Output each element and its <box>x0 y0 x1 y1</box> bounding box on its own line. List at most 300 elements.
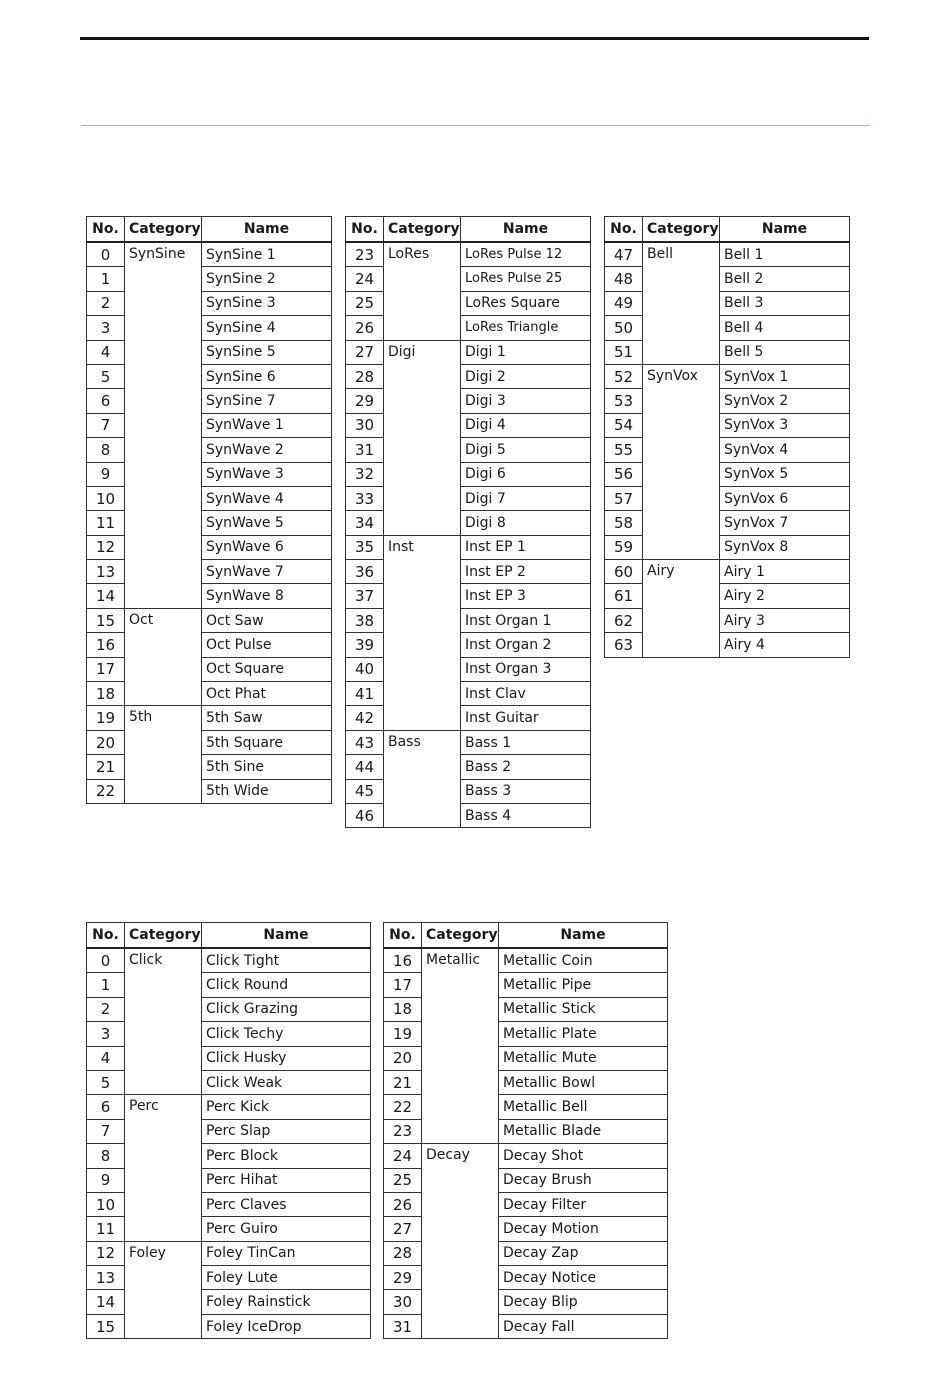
name-cell: SynWave 6 <box>202 535 332 559</box>
row-number: 17 <box>384 973 422 997</box>
table-row <box>87 242 332 267</box>
name-cell: SynSine 1 <box>202 242 332 267</box>
category-cell: Foley <box>125 1241 202 1339</box>
name-cell: LoRes Pulse 25 <box>461 267 591 291</box>
row-number: 29 <box>346 389 384 413</box>
table-row <box>87 1095 371 1119</box>
col-header-category: Category <box>643 217 720 243</box>
row-number: 40 <box>346 657 384 681</box>
name-cell: SynWave 1 <box>202 413 332 437</box>
name-cell: Oct Saw <box>202 608 332 632</box>
table-row <box>87 511 332 535</box>
name-cell: Inst Guitar <box>461 706 591 730</box>
row-number: 12 <box>87 535 125 559</box>
col-header-category: Category <box>125 923 202 949</box>
category-cell: Bass <box>384 730 461 828</box>
row-number: 9 <box>87 462 125 486</box>
table-row <box>346 486 591 510</box>
col-header-no: No. <box>384 923 422 949</box>
row-number: 11 <box>87 1217 125 1241</box>
row-number: 23 <box>384 1119 422 1143</box>
table-row <box>605 242 850 267</box>
row-number: 36 <box>346 560 384 584</box>
name-cell: Click Weak <box>202 1070 371 1094</box>
table-row <box>605 438 850 462</box>
table-row <box>87 462 332 486</box>
row-number: 8 <box>87 1144 125 1168</box>
name-cell: Metallic Plate <box>499 1022 668 1046</box>
name-cell: SynWave 4 <box>202 486 332 510</box>
table-row <box>346 730 591 754</box>
row-number: 6 <box>87 1095 125 1119</box>
row-number: 53 <box>605 389 643 413</box>
row-number: 48 <box>605 267 643 291</box>
category-cell: Airy <box>643 560 720 658</box>
table-row <box>605 413 850 437</box>
name-cell: Inst EP 3 <box>461 584 591 608</box>
row-number: 60 <box>605 560 643 584</box>
table-row <box>384 1144 668 1168</box>
name-cell: Digi 6 <box>461 462 591 486</box>
table-row <box>346 779 591 803</box>
table-row <box>346 803 591 827</box>
row-number: 7 <box>87 1119 125 1143</box>
row-number: 14 <box>87 1290 125 1314</box>
name-cell: Decay Filter <box>499 1192 668 1216</box>
name-cell: Decay Fall <box>499 1314 668 1338</box>
table-row <box>87 438 332 462</box>
col-header-name: Name <box>499 923 668 949</box>
name-cell: 5th Saw <box>202 706 332 730</box>
name-cell: Metallic Coin <box>499 948 668 973</box>
name-cell: Digi 7 <box>461 486 591 510</box>
table-row <box>87 486 332 510</box>
col-header-category: Category <box>125 217 202 243</box>
row-number: 27 <box>384 1217 422 1241</box>
table-row <box>87 779 332 803</box>
row-number: 22 <box>87 779 125 803</box>
table-row <box>605 584 850 608</box>
header-row <box>87 923 371 949</box>
table-row <box>87 608 332 632</box>
name-cell: Inst Clav <box>461 682 591 706</box>
row-number: 13 <box>87 1266 125 1290</box>
row-number: 28 <box>346 364 384 388</box>
row-number: 24 <box>346 267 384 291</box>
col-header-no: No. <box>346 217 384 243</box>
row-number: 8 <box>87 438 125 462</box>
table-row <box>87 535 332 559</box>
name-cell: SynVox 7 <box>720 511 850 535</box>
row-number: 45 <box>346 779 384 803</box>
name-cell: Foley Rainstick <box>202 1290 371 1314</box>
row-number: 51 <box>605 340 643 364</box>
row-number: 14 <box>87 584 125 608</box>
name-cell: Foley Lute <box>202 1266 371 1290</box>
table-row <box>605 511 850 535</box>
name-cell: SynSine 4 <box>202 316 332 340</box>
name-cell: Metallic Pipe <box>499 973 668 997</box>
table-row <box>346 413 591 437</box>
name-cell: SynVox 6 <box>720 486 850 510</box>
table-row <box>346 291 591 315</box>
category-cell: Perc <box>125 1095 202 1241</box>
category-cell: Oct <box>125 608 202 706</box>
row-number: 1 <box>87 267 125 291</box>
row-number: 37 <box>346 584 384 608</box>
row-number: 62 <box>605 608 643 632</box>
row-number: 1 <box>87 973 125 997</box>
row-number: 5 <box>87 364 125 388</box>
name-cell: Foley TinCan <box>202 1241 371 1265</box>
table-row <box>346 755 591 779</box>
row-number: 47 <box>605 242 643 267</box>
row-number: 52 <box>605 364 643 388</box>
name-cell: SynWave 7 <box>202 560 332 584</box>
name-cell: SynWave 2 <box>202 438 332 462</box>
table-row <box>87 560 332 584</box>
col-header-no: No. <box>87 923 125 949</box>
row-number: 35 <box>346 535 384 559</box>
noise-table-1 <box>86 922 371 1339</box>
name-cell: Metallic Bell <box>499 1095 668 1119</box>
name-cell: Inst EP 2 <box>461 560 591 584</box>
name-cell: Metallic Blade <box>499 1119 668 1143</box>
row-number: 56 <box>605 462 643 486</box>
table-row <box>605 389 850 413</box>
col-header-category: Category <box>384 217 461 243</box>
row-number: 10 <box>87 486 125 510</box>
col-header-name: Name <box>202 217 332 243</box>
table-row <box>346 389 591 413</box>
name-cell: Perc Guiro <box>202 1217 371 1241</box>
header-row <box>87 217 332 243</box>
row-number: 5 <box>87 1070 125 1094</box>
table-row <box>87 730 332 754</box>
name-cell: Click Tight <box>202 948 371 973</box>
row-number: 59 <box>605 535 643 559</box>
row-number: 33 <box>346 486 384 510</box>
row-number: 3 <box>87 316 125 340</box>
name-cell: Oct Phat <box>202 682 332 706</box>
row-number: 10 <box>87 1192 125 1216</box>
table-row <box>87 364 332 388</box>
table-row <box>346 242 591 267</box>
noise-table-2 <box>383 922 668 1339</box>
name-cell: Decay Notice <box>499 1266 668 1290</box>
row-number: 11 <box>87 511 125 535</box>
category-cell: Decay <box>422 1144 499 1339</box>
name-cell: SynVox 5 <box>720 462 850 486</box>
row-number: 29 <box>384 1266 422 1290</box>
name-cell: Bell 5 <box>720 340 850 364</box>
table-row <box>87 1241 371 1265</box>
row-number: 7 <box>87 413 125 437</box>
name-cell: Bass 2 <box>461 755 591 779</box>
name-cell: SynSine 5 <box>202 340 332 364</box>
table-row <box>605 535 850 559</box>
name-cell: Digi 3 <box>461 389 591 413</box>
name-cell: Decay Shot <box>499 1144 668 1168</box>
row-number: 3 <box>87 1022 125 1046</box>
name-cell: Bass 3 <box>461 779 591 803</box>
row-number: 19 <box>384 1022 422 1046</box>
table-row <box>346 340 591 364</box>
col-header-name: Name <box>720 217 850 243</box>
row-number: 16 <box>87 633 125 657</box>
wave-table-3 <box>604 216 850 658</box>
table-row <box>605 340 850 364</box>
name-cell: Oct Pulse <box>202 633 332 657</box>
table-row <box>346 462 591 486</box>
table-row <box>87 316 332 340</box>
category-cell: SynSine <box>125 242 202 608</box>
name-cell: Click Grazing <box>202 997 371 1021</box>
row-number: 0 <box>87 948 125 973</box>
table-row <box>346 560 591 584</box>
table-row <box>87 657 332 681</box>
name-cell: SynVox 3 <box>720 413 850 437</box>
name-cell: Metallic Mute <box>499 1046 668 1070</box>
row-number: 31 <box>384 1314 422 1338</box>
name-cell: Metallic Bowl <box>499 1070 668 1094</box>
table-row <box>346 267 591 291</box>
row-number: 57 <box>605 486 643 510</box>
row-number: 4 <box>87 1046 125 1070</box>
table-row <box>605 291 850 315</box>
name-cell: Bass 1 <box>461 730 591 754</box>
name-cell: Digi 8 <box>461 511 591 535</box>
header-row <box>384 923 668 949</box>
category-cell: Inst <box>384 535 461 730</box>
name-cell: LoRes Pulse 12 <box>461 242 591 267</box>
table-row <box>346 682 591 706</box>
name-cell: Perc Block <box>202 1144 371 1168</box>
name-cell: Perc Kick <box>202 1095 371 1119</box>
row-number: 20 <box>87 730 125 754</box>
table-row <box>346 511 591 535</box>
row-number: 46 <box>346 803 384 827</box>
row-number: 26 <box>346 316 384 340</box>
table-row <box>87 340 332 364</box>
row-number: 16 <box>384 948 422 973</box>
table-row <box>87 584 332 608</box>
table-row <box>87 706 332 730</box>
name-cell: Airy 1 <box>720 560 850 584</box>
row-number: 21 <box>87 755 125 779</box>
category-cell: SynVox <box>643 364 720 559</box>
row-number: 27 <box>346 340 384 364</box>
name-cell: SynSine 3 <box>202 291 332 315</box>
name-cell: Airy 2 <box>720 584 850 608</box>
row-number: 21 <box>384 1070 422 1094</box>
row-number: 54 <box>605 413 643 437</box>
row-number: 42 <box>346 706 384 730</box>
category-cell: Digi <box>384 340 461 535</box>
row-number: 44 <box>346 755 384 779</box>
table-row <box>605 267 850 291</box>
name-cell: Airy 4 <box>720 633 850 657</box>
name-cell: Click Round <box>202 973 371 997</box>
name-cell: Bell 1 <box>720 242 850 267</box>
table-row <box>605 560 850 584</box>
name-cell: SynWave 8 <box>202 584 332 608</box>
table-row <box>346 584 591 608</box>
row-number: 22 <box>384 1095 422 1119</box>
name-cell: Perc Hihat <box>202 1168 371 1192</box>
row-number: 15 <box>87 608 125 632</box>
row-number: 25 <box>346 291 384 315</box>
table-row <box>346 633 591 657</box>
name-cell: SynVox 1 <box>720 364 850 388</box>
row-number: 9 <box>87 1168 125 1192</box>
category-cell: Click <box>125 948 202 1095</box>
name-cell: Digi 5 <box>461 438 591 462</box>
row-number: 20 <box>384 1046 422 1070</box>
row-number: 41 <box>346 682 384 706</box>
header-row <box>605 217 850 243</box>
name-cell: SynWave 5 <box>202 511 332 535</box>
row-number: 50 <box>605 316 643 340</box>
name-cell: Decay Zap <box>499 1241 668 1265</box>
name-cell: Foley IceDrop <box>202 1314 371 1338</box>
wave-table-2 <box>345 216 591 828</box>
row-number: 2 <box>87 291 125 315</box>
name-cell: SynSine 7 <box>202 389 332 413</box>
name-cell: Bell 2 <box>720 267 850 291</box>
row-number: 43 <box>346 730 384 754</box>
table-row <box>87 413 332 437</box>
name-cell: 5th Wide <box>202 779 332 803</box>
table-row <box>87 389 332 413</box>
row-number: 63 <box>605 633 643 657</box>
name-cell: Digi 1 <box>461 340 591 364</box>
row-number: 6 <box>87 389 125 413</box>
row-number: 13 <box>87 560 125 584</box>
name-cell: SynVox 4 <box>720 438 850 462</box>
category-cell: LoRes <box>384 242 461 340</box>
name-cell: Decay Brush <box>499 1168 668 1192</box>
table-row <box>346 364 591 388</box>
name-cell: Inst Organ 1 <box>461 608 591 632</box>
name-cell: SynVox 2 <box>720 389 850 413</box>
col-header-category: Category <box>422 923 499 949</box>
row-number: 28 <box>384 1241 422 1265</box>
table-row <box>346 438 591 462</box>
row-number: 2 <box>87 997 125 1021</box>
table-row <box>605 486 850 510</box>
row-number: 30 <box>346 413 384 437</box>
row-number: 17 <box>87 657 125 681</box>
table-row <box>87 682 332 706</box>
table-row <box>384 948 668 973</box>
table-row <box>87 633 332 657</box>
table-row <box>605 364 850 388</box>
header-row <box>346 217 591 243</box>
name-cell: 5th Square <box>202 730 332 754</box>
row-number: 38 <box>346 608 384 632</box>
col-header-name: Name <box>461 217 591 243</box>
category-cell: Bell <box>643 242 720 364</box>
row-number: 12 <box>87 1241 125 1265</box>
name-cell: Perc Claves <box>202 1192 371 1216</box>
row-number: 18 <box>87 682 125 706</box>
row-number: 25 <box>384 1168 422 1192</box>
row-number: 30 <box>384 1290 422 1314</box>
row-number: 61 <box>605 584 643 608</box>
row-number: 0 <box>87 242 125 267</box>
name-cell: SynSine 6 <box>202 364 332 388</box>
name-cell: SynSine 2 <box>202 267 332 291</box>
name-cell: Bell 4 <box>720 316 850 340</box>
table-row <box>87 267 332 291</box>
name-cell: Digi 2 <box>461 364 591 388</box>
row-number: 18 <box>384 997 422 1021</box>
accent-rule <box>81 125 869 126</box>
name-cell: Click Techy <box>202 1022 371 1046</box>
table-row <box>87 948 371 973</box>
row-number: 15 <box>87 1314 125 1338</box>
table-row <box>605 633 850 657</box>
top-rule <box>80 37 869 40</box>
table-row <box>346 535 591 559</box>
name-cell: Inst EP 1 <box>461 535 591 559</box>
row-number: 23 <box>346 242 384 267</box>
row-number: 24 <box>384 1144 422 1168</box>
table-row <box>605 608 850 632</box>
name-cell: Oct Square <box>202 657 332 681</box>
row-number: 4 <box>87 340 125 364</box>
category-cell: Metallic <box>422 948 499 1144</box>
wave-table-1 <box>86 216 332 804</box>
name-cell: Decay Motion <box>499 1217 668 1241</box>
row-number: 19 <box>87 706 125 730</box>
row-number: 34 <box>346 511 384 535</box>
table-row <box>346 316 591 340</box>
row-number: 49 <box>605 291 643 315</box>
row-number: 26 <box>384 1192 422 1216</box>
name-cell: Click Husky <box>202 1046 371 1070</box>
table-row <box>346 608 591 632</box>
col-header-name: Name <box>202 923 371 949</box>
table-row <box>346 657 591 681</box>
name-cell: LoRes Triangle <box>461 316 591 340</box>
table-row <box>605 316 850 340</box>
name-cell: Digi 4 <box>461 413 591 437</box>
table-row <box>346 706 591 730</box>
col-header-no: No. <box>87 217 125 243</box>
name-cell: SynVox 8 <box>720 535 850 559</box>
name-cell: 5th Sine <box>202 755 332 779</box>
name-cell: Perc Slap <box>202 1119 371 1143</box>
name-cell: Airy 3 <box>720 608 850 632</box>
category-cell: 5th <box>125 706 202 804</box>
name-cell: Inst Organ 3 <box>461 657 591 681</box>
table-row <box>605 462 850 486</box>
row-number: 58 <box>605 511 643 535</box>
name-cell: Metallic Stick <box>499 997 668 1021</box>
name-cell: Decay Blip <box>499 1290 668 1314</box>
table-row <box>87 291 332 315</box>
row-number: 39 <box>346 633 384 657</box>
name-cell: Inst Organ 2 <box>461 633 591 657</box>
row-number: 32 <box>346 462 384 486</box>
name-cell: Bass 4 <box>461 803 591 827</box>
row-number: 55 <box>605 438 643 462</box>
table-row <box>87 755 332 779</box>
name-cell: SynWave 3 <box>202 462 332 486</box>
row-number: 31 <box>346 438 384 462</box>
